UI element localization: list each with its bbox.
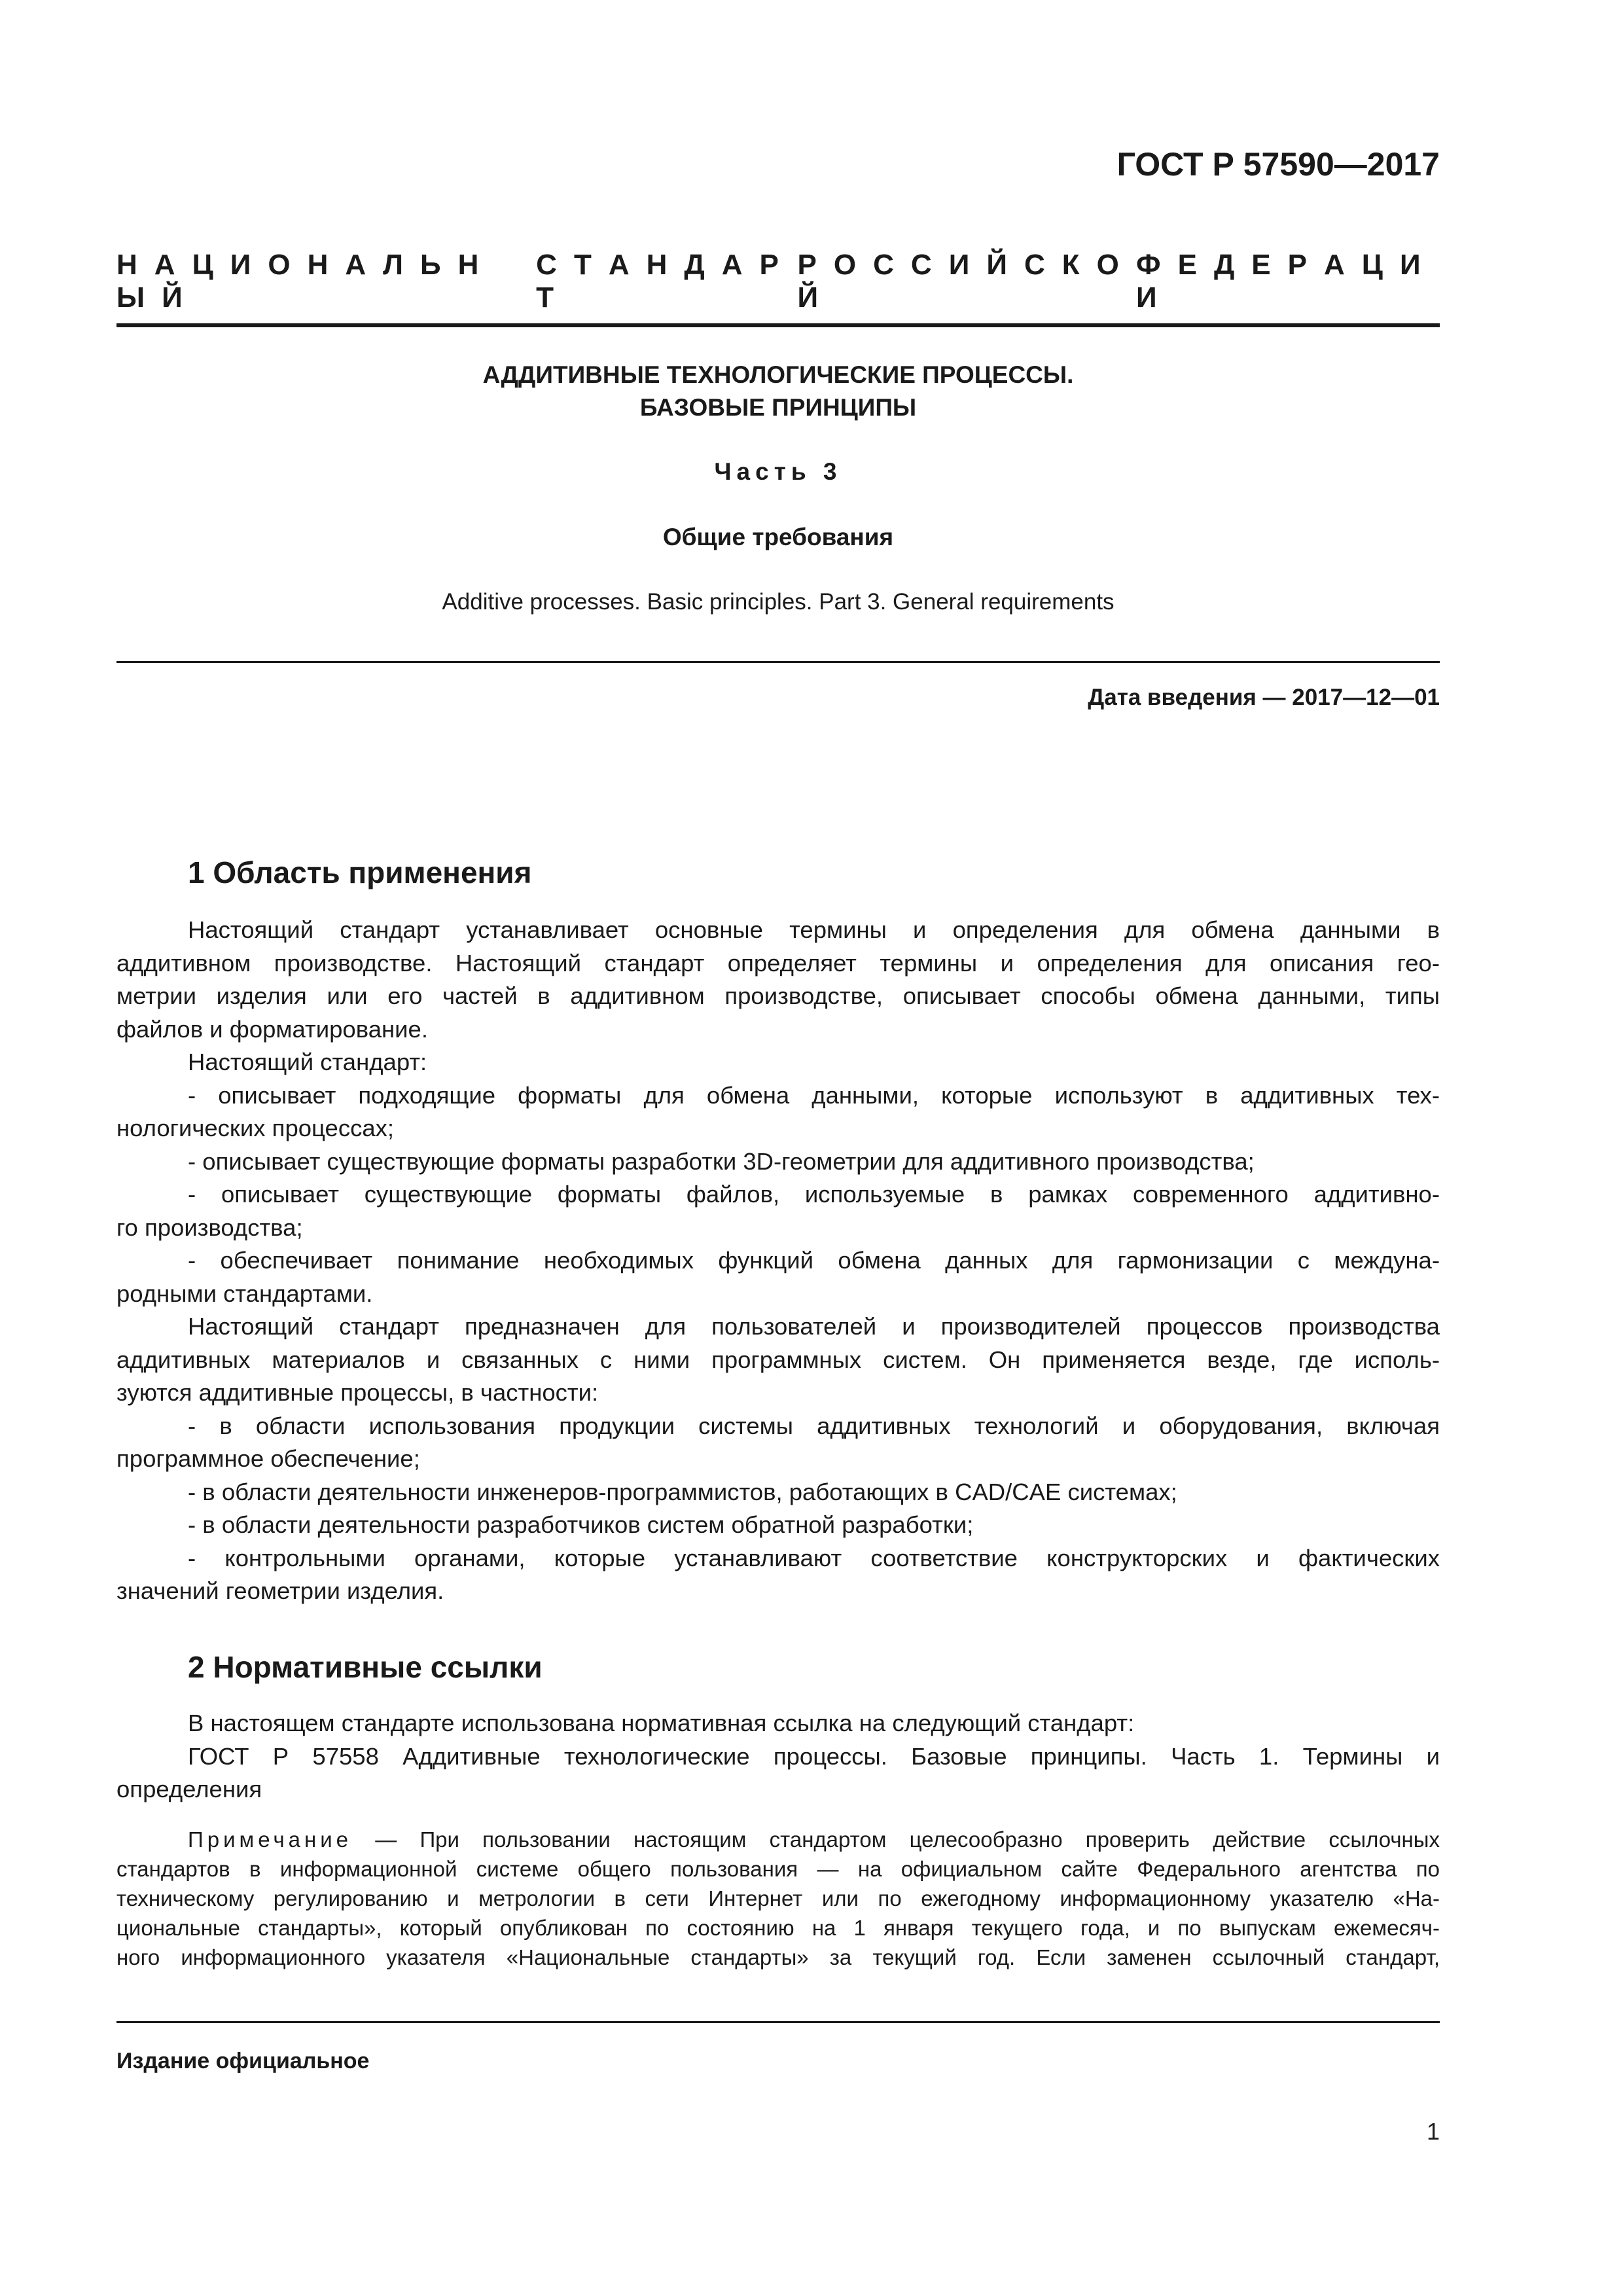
banner-letter: С (536, 249, 557, 281)
title-line-2: БАЗОВЫЕ ПРИНЦИПЫ (639, 394, 917, 421)
banner-letter: Л (383, 249, 403, 281)
banner-letter: А (154, 249, 175, 281)
national-standard-banner (116, 249, 1440, 314)
banner-letter: О (833, 249, 857, 281)
banner-letter: Т (573, 249, 592, 281)
section-1-paragraph-2 (116, 1046, 1440, 1079)
banner-letter: Н (116, 249, 137, 281)
banner-letter: С (873, 249, 894, 281)
banner-letter: Н (307, 249, 329, 281)
text-line: зуются аддитивные процессы, в частности: (116, 1379, 599, 1406)
section-1-paragraph-3 (116, 1310, 1440, 1410)
text-line: файлов и форматирование. (116, 1015, 428, 1043)
list-item-line: - описывает существующие форматы разработки 3D-геометрии для аддитивного производства; (188, 1147, 1255, 1175)
header-divider (116, 323, 1440, 327)
note-line: стандартов в информационной системе общего пользования — на официальном сайте Федерального агентства по (116, 1857, 1440, 1881)
banner-letter: Ц (192, 249, 213, 281)
footer-divider (116, 2021, 1440, 2023)
banner-letter: О (1096, 249, 1119, 281)
section-1-bullet-list-2 (116, 1410, 1440, 1608)
title-line-1: АДДИТИВНЫЕ ТЕХНОЛОГИЧЕСКИЕ ПРОЦЕССЫ. (482, 361, 1074, 388)
text-line: Настоящий стандарт предназначен для пользователей и производителей процессов производства (188, 1313, 1440, 1340)
banner-letter: Р (797, 249, 817, 281)
banner-word (1136, 249, 1440, 314)
list-item-line: - описывает подходящие форматы для обмена данными, которые используют в аддитивных тех- (188, 1081, 1440, 1109)
list-item-line: - в области деятельности инженеров-программистов, работающих в CAD/CAE системах; (188, 1478, 1177, 1505)
note-line (116, 1825, 1440, 1854)
document-page (116, 0, 1440, 2296)
banner-letter: Й (162, 281, 183, 314)
banner-letter: И (230, 249, 251, 281)
banner-letter: И (1399, 249, 1421, 281)
list-item-line: - контрольными органами, которые устанавливают соответствие конструкторских и фактических (188, 1544, 1440, 1571)
banner-letter: С (1024, 249, 1045, 281)
text-line: ГОСТ Р 57558 Аддитивные технологические процессы. Базовые принципы. Часть 1. Термины и (188, 1742, 1440, 1770)
note-line: ного информационного указателя «Национальные стандарты» за текущий год. Если заменен ссылочный стандарт, (116, 1945, 1440, 1969)
banner-letter: Ь (420, 249, 441, 281)
text-line: В настоящем стандарте использована нормативная ссылка на следующий стандарт: (188, 1710, 1135, 1736)
section-1-paragraph-1 (116, 914, 1440, 1046)
banner-letter: Н (457, 249, 479, 281)
page-number: 1 (1426, 2118, 1440, 2145)
banner-letter: А (1324, 249, 1345, 281)
text-line: Настоящий стандарт устанавливает основные термины и определения для обмена данными в (188, 916, 1440, 943)
banner-word (536, 249, 797, 314)
banner-letter: А (345, 249, 366, 281)
text-line: Настоящий стандарт: (188, 1049, 427, 1075)
title-divider (116, 661, 1440, 663)
note-line: техническому регулированию и метрологии в сети Интернет или по ежегодному информационному указателю «На- (116, 1886, 1440, 1910)
banner-letter: А (608, 249, 630, 281)
part-label: Часть 3 (714, 458, 842, 485)
list-item-line: программное обеспечение; (116, 1445, 420, 1472)
banner-letter: Р (1287, 249, 1308, 281)
section-1-bullet-list-1 (116, 1079, 1440, 1311)
note-text: — При пользовании настоящим стандартом целесообразно проверить действие ссылочных (352, 1827, 1440, 1852)
banner-letter: Й (797, 281, 819, 314)
text-line: метрии изделия или его частей в аддитивном производстве, описывает способы обмена данными, типы (116, 982, 1440, 1009)
text-line: аддитивных материалов и связанных с ними программных систем. Он применяется везде, где исполь- (116, 1346, 1440, 1373)
note-block (116, 1825, 1440, 1972)
text-line: определения (116, 1776, 262, 1803)
banner-letter: Н (646, 249, 668, 281)
banner-letter: Ц (1361, 249, 1383, 281)
list-item-line: - в области деятельности разработчиков систем обратной разработки; (188, 1511, 974, 1538)
list-item-line: - описывает существующие форматы файлов, используемые в рамках современного аддитивно- (188, 1181, 1440, 1208)
list-item-line: - в области использования продукции системы аддитивных технологий и оборудования, включая (188, 1412, 1440, 1439)
banner-word (116, 249, 536, 314)
text-line: аддитивном производстве. Настоящий стандарт определяет термины и определения для описания гео- (116, 949, 1440, 977)
banner-letter: К (1061, 249, 1080, 281)
list-item-line: нологических процессах; (116, 1115, 395, 1141)
banner-letter: Д (1213, 249, 1235, 281)
banner-letter: Е (1251, 249, 1271, 281)
banner-letter: Д (684, 249, 705, 281)
introduction-date: Дата введения — 2017—12—01 (1088, 685, 1440, 710)
list-item-line: - обеспечивает понимание необходимых функций обмена данных для гармонизации с междуна- (188, 1247, 1440, 1274)
banner-letter: А (721, 249, 743, 281)
english-title: Additive processes. Basic principles. Part 3. General requirements (442, 589, 1115, 615)
banner-letter: Т (536, 281, 554, 314)
note-label: Примечание (188, 1827, 353, 1852)
document-code: ГОСТ Р 57590—2017 (1116, 146, 1440, 183)
subtitle: Общие требования (662, 524, 894, 550)
list-item-line: го производства; (116, 1213, 303, 1241)
section-1-heading: 1 Область применения (188, 855, 532, 889)
banner-letter: Р (759, 249, 779, 281)
banner-letter: С (910, 249, 932, 281)
list-item-line: родными стандартами. (116, 1280, 373, 1307)
banner-letter: Е (1177, 249, 1197, 281)
official-edition-label: Издание официальное (116, 2049, 370, 2073)
banner-letter: Й (986, 249, 1007, 281)
banner-letter: О (268, 249, 291, 281)
banner-letter: Ы (116, 281, 145, 314)
note-line: циональные стандарты», который опубликован по состоянию на 1 января текущего года, и по выпускам ежемесяч- (116, 1916, 1440, 1940)
document-title (116, 359, 1440, 424)
banner-word (798, 249, 1136, 314)
section-1-body (116, 914, 1440, 1608)
list-item-line: значений геометрии изделия. (116, 1577, 444, 1604)
banner-letter: Ф (1136, 249, 1161, 281)
section-2-body (116, 1707, 1440, 1806)
banner-letter: И (1136, 281, 1157, 314)
banner-letter: И (948, 249, 970, 281)
section-2-heading: 2 Нормативные ссылки (188, 1650, 543, 1684)
